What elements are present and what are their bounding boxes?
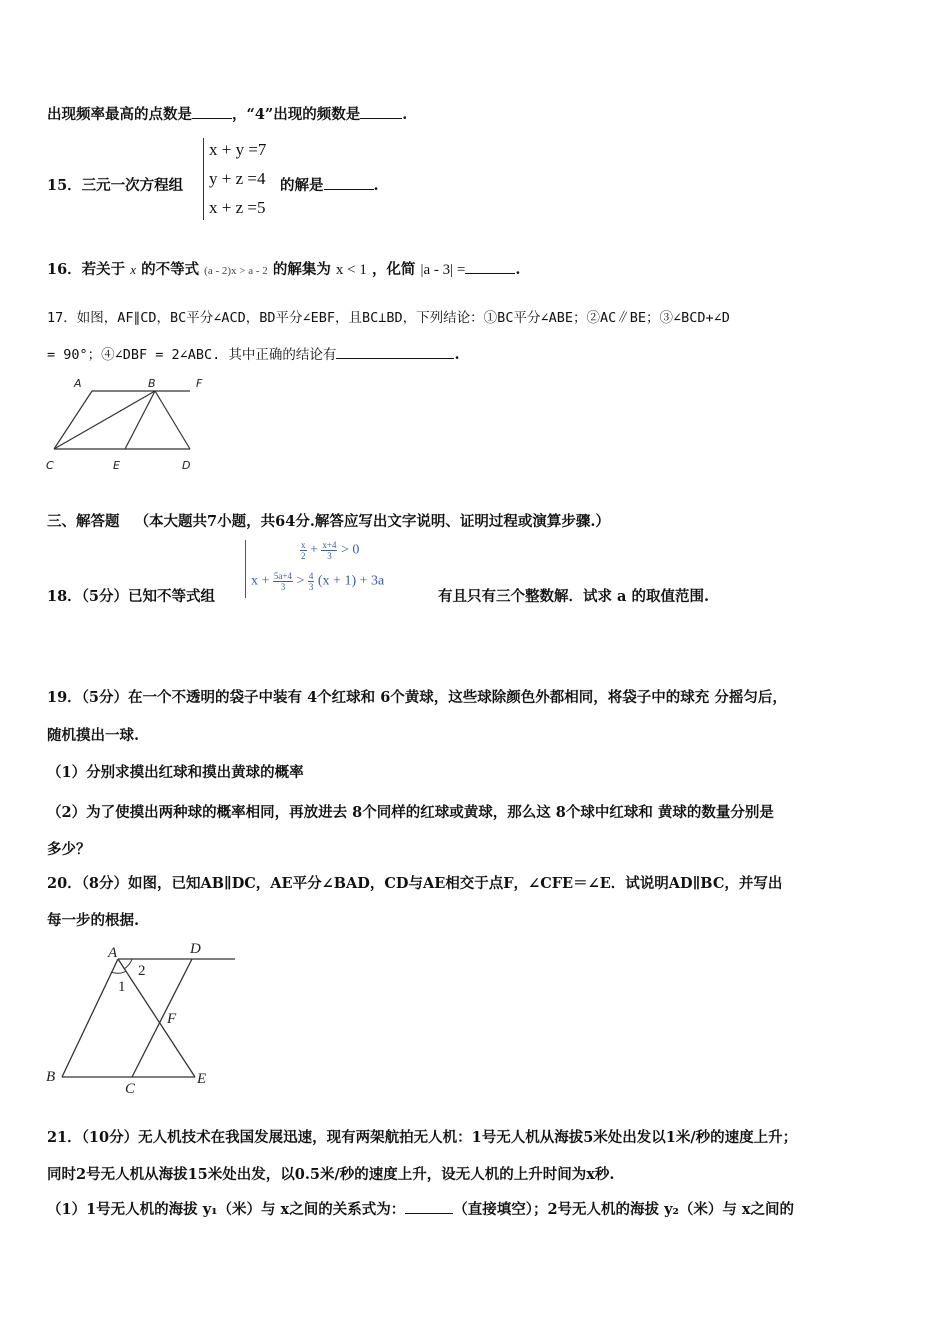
inequality-2 [251,571,384,592]
q14-text-a: 出现频率最高的点数是 [47,106,192,123]
q15-prefix: 15．三元一次方程组 [47,177,184,194]
section-title: 三、解答题 [47,513,120,530]
frac-num: x+4 [322,540,337,550]
answer-blank [465,259,515,274]
segment-ac [54,391,92,449]
equation-2: y + z =4 [209,169,266,188]
frac-den: 3 [308,582,314,592]
question-19-line5: 多少？ [47,841,91,858]
plus-sign: + [310,542,318,558]
equation-1: x + y =7 [209,140,267,159]
q18-prefix: 18．（5分）已知不等式组 [47,588,216,605]
question-20-line1: 20．（8分）如图，已知AB∥DC，AE平分∠BAD，CD与AE相交于点F，∠CFE＝∠E．试说明AD∥BC，并写出 [47,875,783,892]
label-f: F [196,377,203,390]
angle-1-label: 1 [118,979,126,995]
equation-3: x + z =5 [209,198,266,217]
answer-blank [192,104,232,119]
label-a: A [74,377,82,390]
question-18-suffix: 有且只有三个整数解．试求 a 的取值范围. [438,588,710,605]
question-21-line1: 21．（10分）无人机技术在我国发展迅速，现有两架航拍无人机：1号无人机从海拔5米处出发以1米/秒的速度上升； [47,1129,798,1146]
angle-2-label: 2 [138,963,146,979]
tail-term: (x + 1) + 3a [317,573,385,589]
frac-num: 4 [308,571,314,581]
question-19-part1: （1）分别求摸出红球和摸出黄球的概率 [47,764,304,781]
frac-den: 3 [280,582,286,592]
q14-text-c: . [402,106,408,123]
label-a: A [108,945,118,961]
q16-prefix: 16．若关于 [47,261,126,278]
label-c: C [125,1081,136,1097]
question-16 [47,258,520,279]
inequality-brace [245,540,246,598]
lead-term: x + [251,573,270,589]
label-d: D [182,459,191,472]
question-21-line2: 同时2号无人机从海拔15米处出发，以0.5米/秒的速度上升，设无人机的上升时间为x秒. [47,1166,615,1183]
q15-suffix: 的解是 [280,177,324,194]
q16-end: . [515,261,521,278]
question-17-line1: 17．如图，AF∥CD，BC平分∠ACD，BD平分∠EBF，且BC⊥BD，下列结论：①BC平分∠ABE；②AC∥BE；③∠BCD+∠D [47,310,730,326]
q16-mid: 的不等式 [141,261,200,278]
q16-solution: x < 1 [335,262,367,278]
q14-text-b: ，“4”出现的频数是 [232,106,361,123]
label-d: D [190,941,201,957]
question-19-line1: 19．（5分）在一个不透明的袋子中装有 4个红球和 6个黄球，这些球除颜色外都相同，将袋子中的球充 分摇匀后， [47,689,787,706]
question-20-line2: 每一步的根据. [47,912,140,929]
section-note: （本大题共7小题，共64分.解答应写出文字说明、证明过程或演算步骤.） [134,513,610,530]
q20-figure [40,935,250,1100]
inequality-1 [300,540,359,561]
q16-absolute: |a - 3| = [420,262,466,278]
frac-num: x [301,540,306,550]
label-b: B [46,1069,56,1085]
answer-blank [336,344,454,359]
q15-end: . [373,177,379,194]
question-21-part1 [47,1198,794,1219]
question-14-tail [47,103,407,124]
q16-inequality: (a - 2)x > a - 2 [204,265,268,277]
equation-brace [203,138,204,220]
label-b: B [148,377,156,390]
angle-mark-1 [111,971,126,973]
segment-ab [62,959,118,1077]
q17-line2-text: = 90°；④∠DBF = 2∠ABC. 其中正确的结论有 [47,347,337,363]
label-e: E [113,459,120,472]
question-15 [47,174,183,195]
equation-system [209,135,266,222]
label-f: F [167,1011,177,1027]
relation: > [296,573,305,589]
q21-part1-rest: （直接填空）；2号无人机的海拔 y₂（米）与 x之间的 [453,1201,795,1218]
q16-var: x [130,262,137,277]
segment-bd [155,391,190,449]
angle-mark-2 [124,959,132,969]
label-e: E [197,1071,207,1087]
frac-den: 2 [301,551,306,561]
answer-blank [405,1199,453,1214]
q17-figure [40,372,220,477]
q16-mid2: 的解集为 [272,261,331,278]
relation: > 0 [340,542,360,558]
question-19-line2: 随机摸出一球. [47,727,140,744]
q17-end: . [454,346,460,363]
section-3-heading [47,510,610,531]
question-19-part2: （2）为了使摸出两种球的概率相同，再放进去 8个同样的红球或黄球，那么这 8个球中红球和 黄球的数量分别是 [47,804,774,821]
question-15-suffix [280,174,379,195]
frac-num: 5a+4 [273,571,292,581]
question-17-line2 [47,343,460,363]
answer-blank [360,104,402,119]
question-18 [47,585,215,606]
frac-den: 3 [327,551,332,561]
q21-part1-text: （1）1号无人机的海拔 y₁（米）与 x之间的关系式为： [47,1201,406,1218]
q16-mid3: ，化简 [371,261,416,278]
label-c: C [46,459,54,472]
answer-blank [324,175,374,190]
